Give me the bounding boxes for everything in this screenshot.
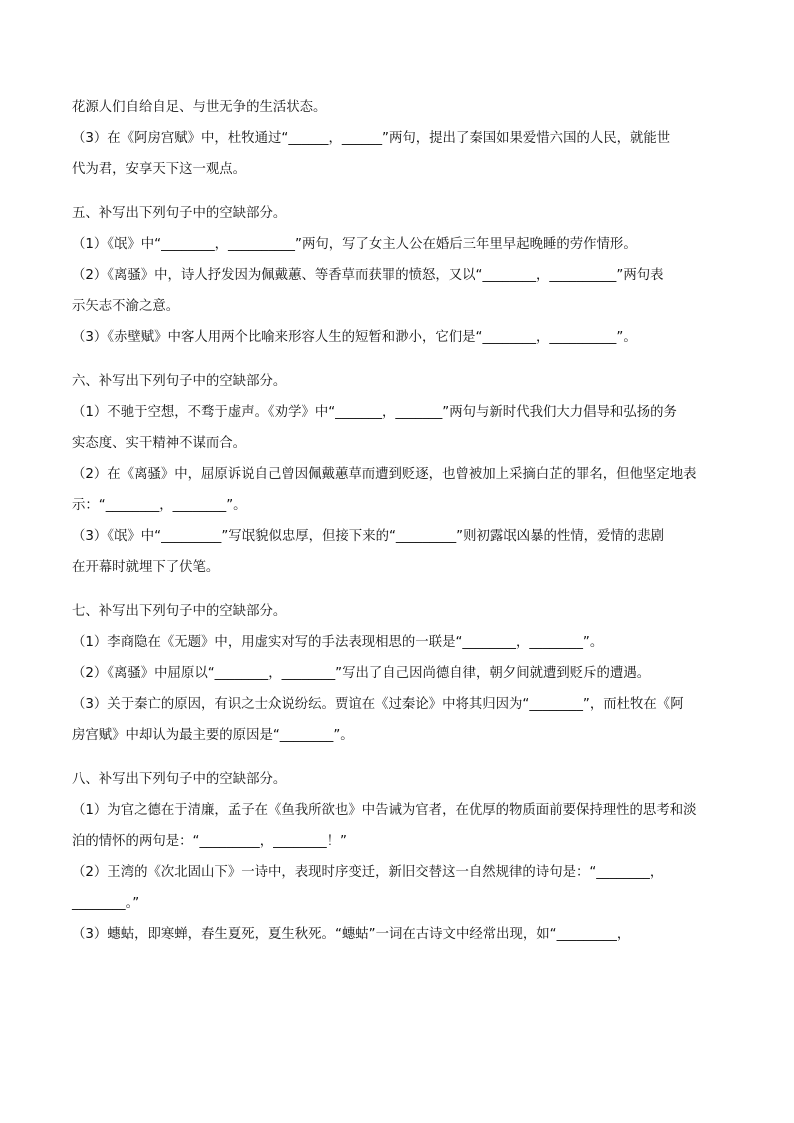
section-heading: 五、补写出下列句子中的空缺部分。 xyxy=(72,206,287,221)
text-line: 示：“________，________”。 xyxy=(72,498,247,513)
section-continuation xyxy=(72,98,724,180)
text-line: （3）在《阿房宫赋》中，杜牧通过“______，______”两句，提出了秦国如果爱惜六国的人民，就能世 xyxy=(72,131,671,146)
text-line: 实态度、实干精神不谋而合。 xyxy=(72,436,247,451)
text-line: （3）《赤壁赋》中客人用两个比喻来形容人生的短暂和渺小，它们是“________，__________”。 xyxy=(72,330,637,345)
section-8 xyxy=(72,770,724,945)
text-line: （1）李商隐在《无题》中，用虚实对写的手法表现相思的一联是“________，________”。 xyxy=(72,635,604,650)
text-line: 花源人们自给自足、与世无争的生活状态。 xyxy=(72,100,327,115)
section-heading: 八、补写出下列句子中的空缺部分。 xyxy=(72,772,287,787)
text-line: 代为君，安享天下这一观点。 xyxy=(72,162,247,177)
document-body xyxy=(72,98,724,945)
text-line: （2）《离骚》中，诗人抒发因为佩戴蕙、等香草而获罪的愤怒，又以“________，__________”两句表 xyxy=(72,268,664,283)
text-line: （2）《离骚》中屈原以“________，________”写出了自己因尚德自律，朝夕间就遭到贬斥的遭遇。 xyxy=(72,666,651,681)
text-line: 在开幕时就埋下了伏笔。 xyxy=(72,560,220,575)
text-line: （1）为官之德在于清廉，孟子在《鱼我所欲也》中告诫为官者，在优厚的物质面前要保持理性的思考和淡 xyxy=(72,803,697,818)
text-line: （1）《氓》中“________，__________”两句，写了女主人公在婚后三年里早起晚睡的劳作情形。 xyxy=(72,237,637,252)
text-line: 房宫赋》中却认为最主要的原因是“________”。 xyxy=(72,728,354,743)
section-6 xyxy=(72,372,724,578)
text-line: （3）《氓》中“_________”写氓貌似忠厚，但接下来的“_________”则初露氓凶暴的性情，爱情的悲剧 xyxy=(72,529,664,544)
text-line: （2）在《离骚》中，屈原诉说自己曾因佩戴蕙草而遭到贬逐，也曾被加上采摘白芷的罪名，但他坚定地表 xyxy=(72,467,697,482)
text-line: （3）蟪蛄，即寒蝉，春生夏死，夏生秋死。“蟪蛄”一词在古诗文中经常出现，如“_________， xyxy=(72,927,631,942)
text-line: 泊的情怀的两句是：“_________，________！” xyxy=(72,834,347,849)
text-line: 示矢志不渝之意。 xyxy=(72,299,180,314)
text-line: （3）关于秦亡的原因，有识之士众说纷纭。贾谊在《过秦论》中将其归因为“________”，而杜牧在《阿 xyxy=(72,697,684,712)
section-heading: 六、补写出下列句子中的空缺部分。 xyxy=(72,374,287,389)
text-line: （2）王湾的《次北固山下》一诗中，表现时序变迁，新旧交替这一自然规律的诗句是：“________， xyxy=(72,865,664,880)
text-line: （1）不驰于空想，不骛于虚声。《劝学》中“_______，_______”两句与新时代我们大力倡导和弘扬的务 xyxy=(72,405,677,420)
text-line: ________。” xyxy=(72,896,140,911)
section-heading: 七、补写出下列句子中的空缺部分。 xyxy=(72,604,287,619)
section-7 xyxy=(72,602,724,746)
section-5 xyxy=(72,204,724,348)
